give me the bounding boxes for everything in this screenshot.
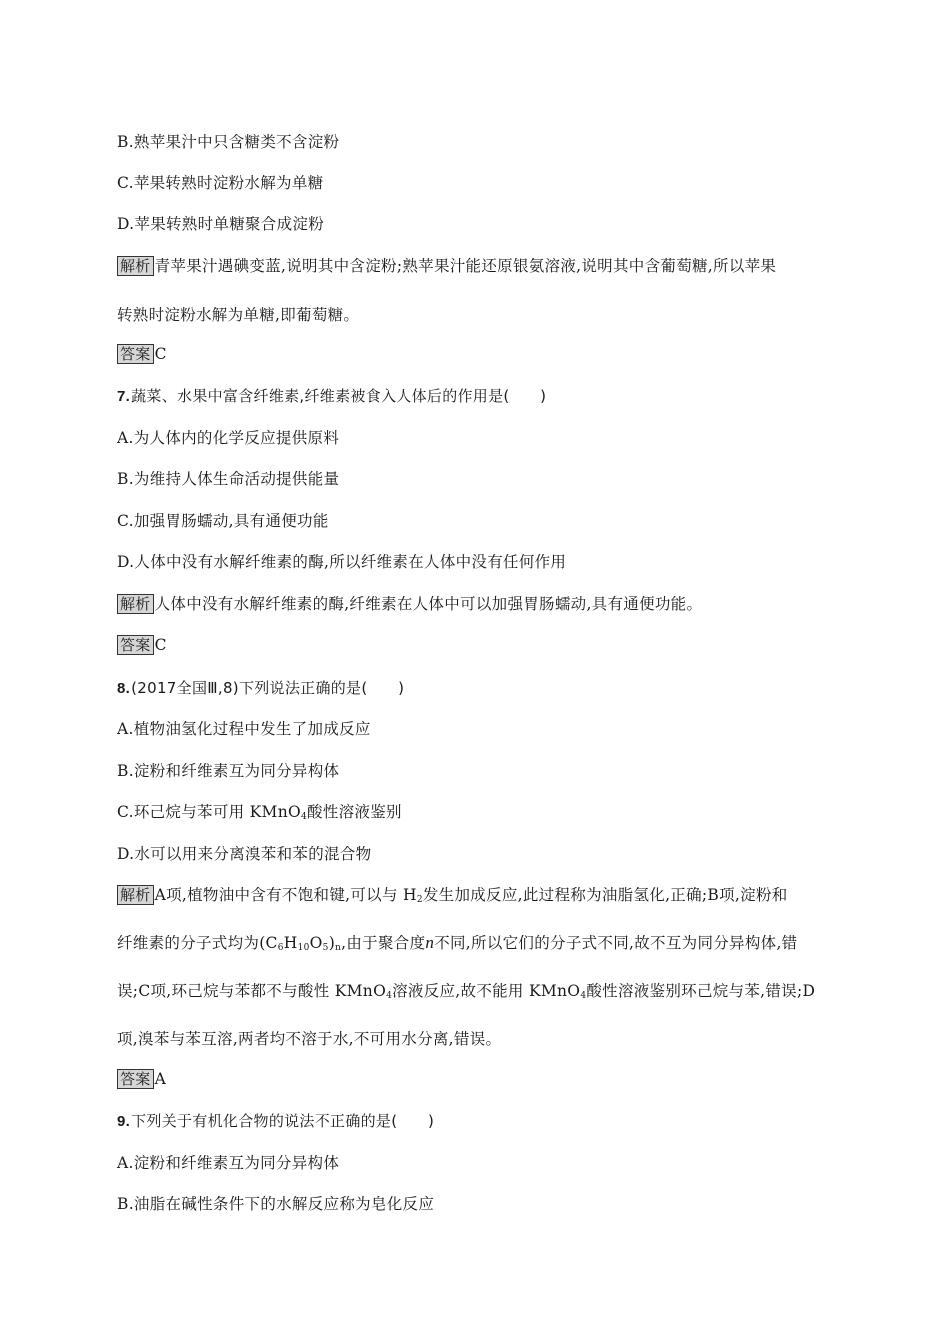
analysis-tag: 解析 (117, 885, 154, 905)
analysis-tag: 解析 (117, 594, 154, 614)
answer-tag: 答案 (117, 344, 154, 364)
q8-answer (117, 1069, 166, 1089)
q8-option-b: B.淀粉和纤维素互为同分异构体 (117, 762, 340, 780)
q7-option-b: B.为维持人体生命活动提供能量 (117, 470, 340, 488)
q8-analysis-line-1: 解析 A项,植物油中含有不饱和键,可以与 $H_2$发生加成反应,此过程称为油脂氢化,正确;B项,淀粉和 (117, 885, 788, 905)
q8-analysis-line-4: 项,溴苯与苯互溶,两者均不溶于水,不可用水分离,错误。 (117, 1030, 502, 1048)
q7-answer (117, 635, 167, 655)
q7-option-d: D.人体中没有水解纤维素的酶,所以纤维素在人体中没有任何作用 (117, 553, 567, 571)
q7-stem (117, 386, 546, 407)
q6-analysis-line-2: 转熟时淀粉水解为单糖,即葡萄糖。 (117, 306, 360, 324)
q6-analysis-text: 青苹果汁遇碘变蓝,说明其中含淀粉;熟苹果汁能还原银氨溶液,说明其中含葡萄糖,所以苹果 (154, 257, 777, 275)
q8-analysis-line-3: 误;C项,环己烷与苯都不与酸性 KMnO$_4$溶液反应,故不能用 KMnO$_4$酸性溶液鉴别环己烷与苯,错误;D (117, 982, 816, 1001)
q9-option-b: B.油脂在碱性条件下的水解反应称为皂化反应 (117, 1195, 435, 1213)
q9-number: 9. (117, 1113, 131, 1130)
q7-analysis-text: 人体中没有水解纤维素的酶,纤维素在人体中可以加强胃肠蠕动,具有通便功能。 (154, 595, 703, 613)
answer-tag: 答案 (117, 635, 154, 655)
q6-answer-value: C (154, 345, 167, 363)
q8-option-d: D.水可以用来分离溴苯和苯的混合物 (117, 845, 372, 863)
q9-stem-text: 下列关于有机化合物的说法不正确的是( ) (131, 1112, 435, 1130)
q8-stem (117, 678, 404, 699)
q7-analysis (117, 594, 702, 614)
q7-number: 7. (117, 388, 131, 405)
q6-answer (117, 344, 167, 364)
q9-stem (117, 1111, 434, 1132)
answer-tag: 答案 (117, 1069, 154, 1089)
q6-option-d: D.苹果转熟时单糖聚合成淀粉 (117, 215, 325, 233)
q8-answer-value: A (154, 1070, 167, 1088)
q8-option-c: C.环己烷与苯可用 KMnO$_4$酸性溶液鉴别 (117, 803, 402, 822)
q9-option-a: A.淀粉和纤维素互为同分异构体 (117, 1154, 340, 1172)
q6-option-c: C.苹果转熟时淀粉水解为单糖 (117, 174, 324, 192)
q7-answer-value: C (154, 636, 167, 654)
q6-option-b: B.熟苹果汁中只含糖类不含淀粉 (117, 133, 340, 151)
q7-stem-text: 蔬菜、水果中富含纤维素,纤维素被食入人体后的作用是( ) (131, 387, 547, 405)
q8-stem-text: (2017全国Ⅲ,8)下列说法正确的是( ) (131, 679, 405, 697)
q6-analysis-line-1 (117, 256, 776, 276)
q8-option-a: A.植物油氢化过程中发生了加成反应 (117, 720, 371, 738)
q8-analysis-line-2: 纤维素的分子式均为$(C_6H_{10}O_5)_n$,由于聚合度n不同,所以它们的分子式不同,故不互为同分异构体,错 (117, 933, 798, 953)
q7-option-c: C.加强胃肠蠕动,具有通便功能 (117, 512, 329, 530)
q8-number: 8. (117, 680, 131, 697)
q7-option-a: A.为人体内的化学反应提供原料 (117, 429, 340, 447)
analysis-tag: 解析 (117, 256, 154, 276)
